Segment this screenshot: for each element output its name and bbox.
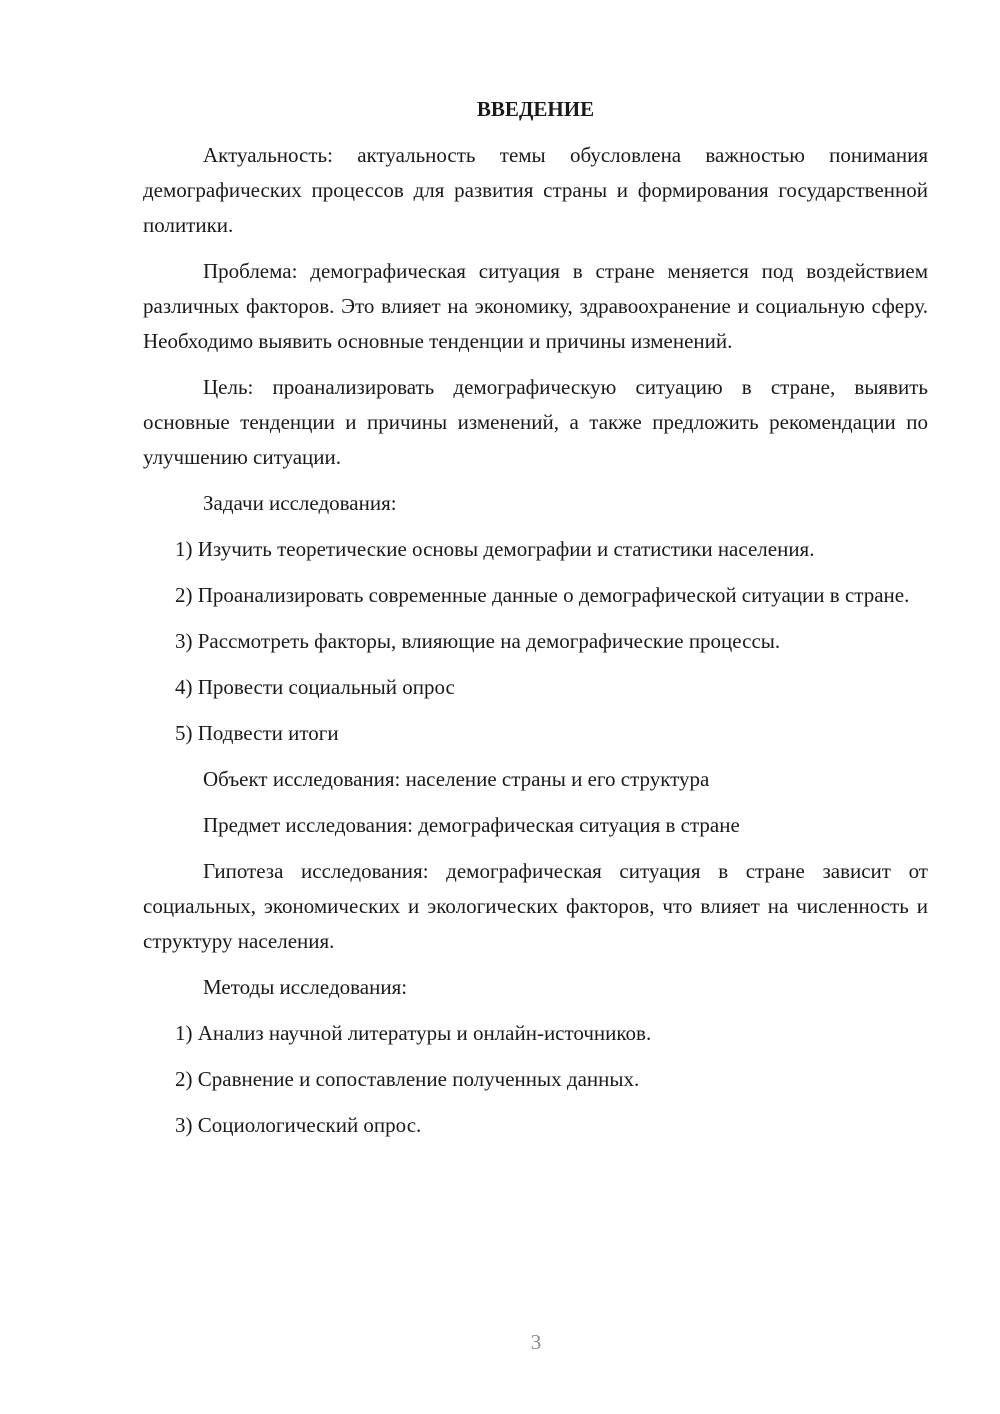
page-title: ВВЕДЕНИЕ xyxy=(476,97,595,121)
hypothesis-paragraph: Гипотеза исследования: демографическая ситуация в стране зависит от социальных, экономических и экологических факторов, что влияет на численность и структуру населения. xyxy=(143,859,928,953)
problem-paragraph: Проблема: демографическая ситуация в стране меняется под воздействием различных факторов. Это влияет на экономику, здравоохранение и социальную сферу. Необходимо выявить основные тенденции и причины изменений. xyxy=(143,259,928,353)
page-number: 3 xyxy=(530,1330,542,1354)
task-item-2: 2) Проанализировать современные данные о демографической ситуации в стране. xyxy=(175,583,910,607)
subject-paragraph: Предмет исследования: демографическая ситуация в стране xyxy=(203,813,740,837)
methods-title: Методы исследования: xyxy=(203,975,408,999)
method-item-1: 1) Анализ научной литературы и онлайн-источников. xyxy=(175,1021,652,1045)
method-item-3: 3) Социологический опрос. xyxy=(175,1113,422,1137)
relevance-paragraph: Актуальность: актуальность темы обусловлена важностью понимания демографических процессов для развития страны и формирования государственной политики. xyxy=(143,143,928,237)
document-page xyxy=(143,92,928,1154)
task-item-4: 4) Провести социальный опрос xyxy=(175,675,455,699)
task-item-3: 3) Рассмотреть факторы, влияющие на демографические процессы. xyxy=(175,629,781,653)
object-paragraph: Объект исследования: население страны и его структура xyxy=(203,767,710,791)
goal-paragraph: Цель: проанализировать демографическую ситуацию в стране, выявить основные тенденции и причины изменений, а также предложить рекомендации по улучшению ситуации. xyxy=(143,375,928,469)
task-item-5: 5) Подвести итоги xyxy=(175,721,339,745)
task-item-1: 1) Изучить теоретические основы демографии и статистики населения. xyxy=(175,537,815,561)
tasks-title: Задачи исследования: xyxy=(203,491,397,515)
method-item-2: 2) Сравнение и сопоставление полученных данных. xyxy=(175,1067,640,1091)
